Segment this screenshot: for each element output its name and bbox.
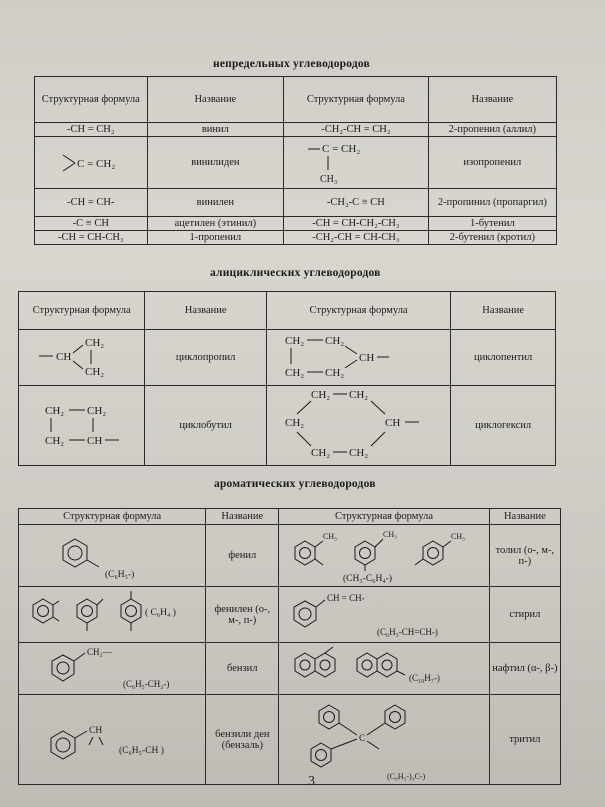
tolyl-structure	[283, 525, 485, 583]
col-header: Структурная формула	[19, 509, 206, 525]
col-header: Структурная формула	[266, 292, 450, 330]
formula-text: CH₂	[324, 367, 344, 379]
naphthyl-structure	[283, 643, 485, 691]
formula-text: CH	[55, 351, 71, 363]
cyclohexyl-cell	[266, 386, 450, 466]
table-row	[19, 587, 561, 643]
table-unsaturated	[34, 76, 557, 245]
formula: -CH = CH-CH₃	[35, 231, 148, 245]
formula-text: CH₂	[44, 435, 64, 447]
naphthyl-cell	[279, 643, 489, 695]
benzylidene-structure	[23, 695, 201, 781]
formula-text: C = CH₂	[76, 158, 115, 170]
col-header: Структурная формула	[279, 509, 489, 525]
cyclobutyl-structure	[23, 394, 141, 454]
formula-text: CH	[358, 352, 374, 364]
formula-text: CH₂	[310, 447, 330, 459]
name: ацетилен (этинил)	[147, 217, 283, 231]
table-row	[35, 137, 557, 189]
name: фенилен (о-, м-, п-)	[206, 587, 279, 643]
formula: -CH₂-CH = CH-CH₃	[284, 231, 429, 245]
cyclopropyl-structure	[23, 331, 141, 381]
col-header: Название	[145, 292, 267, 330]
name: бензил	[206, 643, 279, 695]
name: фенил	[206, 525, 279, 587]
formula: -CH₂-C ≡ CH	[284, 189, 429, 217]
table-row	[19, 330, 556, 386]
col-header: Название	[147, 77, 283, 123]
formula-text: ( C₆H₄ )	[145, 608, 177, 618]
formula-vinylidene	[35, 137, 148, 189]
vinylidene-structure	[39, 137, 143, 185]
formula: -CH = CH-	[35, 189, 148, 217]
formula-text: CH	[89, 726, 103, 736]
formula-text: (C₆H₅-)₃C-)	[387, 772, 426, 781]
cyclopentyl-structure	[271, 330, 447, 382]
formula-text: CH₂	[284, 417, 304, 429]
formula-text: (C₁₀H₇-)	[409, 673, 440, 683]
phenyl-structure	[23, 525, 201, 583]
name: циклобутил	[145, 386, 267, 466]
name: винил	[147, 123, 283, 137]
table-aromatic	[18, 508, 561, 785]
name: 2-пропинил (пропаргил)	[428, 189, 556, 217]
formula-text: CH₂	[86, 405, 106, 417]
tolyl-cell	[279, 525, 489, 587]
formula-text: CH₂—	[87, 647, 112, 657]
formula-text: (C₆H₅-CH₂-)	[123, 679, 170, 689]
formula-text: (C₆H₅-CH )	[119, 746, 165, 756]
cyclohexyl-structure	[271, 386, 447, 462]
formula-text: CH = CH-	[327, 593, 365, 603]
name: циклогексил	[451, 386, 556, 466]
formula-text: CH₃	[383, 530, 397, 539]
formula: -CH₂-CH = CH₂	[284, 123, 429, 137]
col-header: Структурная формула	[284, 77, 429, 123]
name: изопропенил	[428, 137, 556, 189]
name: 1-бутенил	[428, 217, 556, 231]
name: бензили ден (бензаль)	[206, 695, 279, 785]
formula-text: CH₂	[310, 389, 330, 401]
benzyl-structure	[23, 643, 201, 691]
col-header: Структурная формула	[19, 292, 145, 330]
phenylene-structure	[23, 587, 201, 639]
formula-text: CH₂	[284, 335, 304, 347]
benzylidene-cell	[19, 695, 206, 785]
table-row	[19, 386, 556, 466]
formula-text: CH	[86, 435, 102, 447]
name: толил (о-, м-, п-)	[489, 525, 560, 587]
formula-text: C = CH₂	[321, 143, 361, 155]
cyclopropyl-cell	[19, 330, 145, 386]
formula-text: CH₃	[323, 532, 337, 541]
section-title-alicyclic: алициклических углеводородов	[210, 267, 381, 279]
name: циклопропил	[145, 330, 267, 386]
page-number: 3	[308, 774, 315, 789]
styryl-structure	[283, 587, 485, 639]
formula-isopropenyl	[284, 137, 429, 189]
name: 2-пропенил (аллил)	[428, 123, 556, 137]
benzyl-cell	[19, 643, 206, 695]
col-header: Название	[428, 77, 556, 123]
formula-text: CH₂	[348, 389, 368, 401]
table-row	[35, 231, 557, 245]
section-title-aromatic: ароматических углеводородов	[214, 478, 376, 490]
formula-text: CH₂	[44, 405, 64, 417]
formula-text: CH₂	[284, 367, 304, 379]
table-alicyclic	[18, 291, 556, 466]
formula: -C ≡ CH	[35, 217, 148, 231]
name: циклопентил	[451, 330, 556, 386]
styryl-cell	[279, 587, 489, 643]
trityl-cell	[279, 695, 489, 785]
formula-text: CH₃	[451, 532, 465, 541]
col-header: Название	[206, 509, 279, 525]
formula-text: CH₂	[348, 447, 368, 459]
name: нафтил (α-, β-)	[489, 643, 560, 695]
formula-text: C	[359, 734, 366, 744]
formula-text: (C₆H₅-CH=CH-)	[377, 627, 438, 637]
col-header: Название	[451, 292, 556, 330]
col-header: Структурная формула	[35, 77, 148, 123]
formula-text: CH₂	[84, 337, 104, 349]
name: винилиден	[147, 137, 283, 189]
phenyl-cell	[19, 525, 206, 587]
isopropenyl-structure	[288, 137, 424, 185]
name: винилен	[147, 189, 283, 217]
trityl-structure	[283, 695, 485, 781]
cyclopentyl-cell	[266, 330, 450, 386]
formula-text: CH₂	[324, 335, 344, 347]
table-row	[19, 643, 561, 695]
name: тритил	[489, 695, 560, 785]
formula-text: CH₃	[319, 174, 338, 185]
table-row	[35, 189, 557, 217]
formula-text: CH₂	[84, 366, 104, 378]
formula: -CH = CH₂	[35, 123, 148, 137]
table-row	[19, 695, 561, 785]
table-row	[35, 123, 557, 137]
formula-text: CH	[384, 417, 400, 429]
table-row	[19, 525, 561, 587]
name: стирил	[489, 587, 560, 643]
phenylene-cell	[19, 587, 206, 643]
section-title-unsaturated: непредельных углеводородов	[213, 58, 370, 70]
name: 1-пропенил	[147, 231, 283, 245]
formula-text: (C₆H₅-)	[105, 570, 135, 580]
formula: -CH = CH-CH₂-CH₃	[284, 217, 429, 231]
col-header: Название	[489, 509, 560, 525]
formula-text: (CH₃-C₆H₄-)	[343, 574, 392, 583]
name: 2-бутенил (кротил)	[428, 231, 556, 245]
cyclobutyl-cell	[19, 386, 145, 466]
table-row	[35, 217, 557, 231]
